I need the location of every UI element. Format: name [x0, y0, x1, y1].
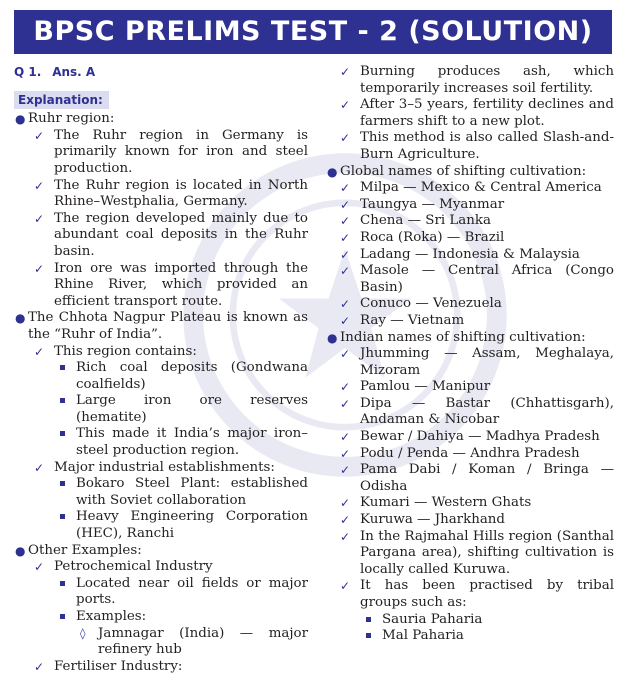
list-item: [14, 626, 308, 659]
list-item-text: Large iron ore reserves (hematite): [76, 393, 308, 425]
check-icon: ✓: [340, 529, 351, 544]
list-item-text: Located near oil fields or major ports.: [76, 575, 308, 608]
check-icon: ✓: [340, 131, 351, 146]
list-item: [14, 393, 308, 426]
check-icon: ✓: [340, 579, 351, 594]
page-title: BPSC PRELIMS TEST - 2 (SOLUTION): [33, 16, 593, 47]
check-icon: ✓: [340, 247, 351, 262]
list-item: [14, 559, 308, 576]
list-item: [326, 130, 614, 163]
list-item-text: Milpa — Mexico & Central America: [360, 180, 602, 196]
explanation-label: Explanation:: [14, 91, 109, 110]
page-header: [14, 10, 612, 54]
list-item-text: The region developed mainly due to abundant coal deposits in the Ruhr basin.: [54, 210, 308, 259]
list-item-text: Conuco — Venezuela: [360, 296, 502, 312]
list-item-text: Kuruwa — Jharkhand: [360, 512, 506, 528]
list-item: [326, 429, 614, 446]
check-icon: ✓: [340, 197, 351, 212]
list-item-text: Bewar / Dahiya — Madhya Pradesh: [360, 429, 600, 445]
list-item: [326, 313, 614, 330]
list-item-text: This made it India’s major iron–steel production region.: [76, 426, 308, 459]
list-item: [326, 230, 614, 247]
list-item: [14, 178, 308, 211]
list-item-text: Roca (Roka) — Brazil: [360, 229, 505, 245]
check-icon: ✓: [340, 463, 351, 478]
list-item: [326, 213, 614, 230]
list-item-text: Iron ore was imported through the Rhine River, which provided an efficient transport route.: [54, 260, 308, 309]
list-item-text: Fertiliser Industry:: [54, 658, 183, 674]
bullet-icon: ●: [15, 311, 26, 326]
list-item-text: Podu / Penda — Andhra Pradesh: [360, 445, 580, 461]
list-item: [14, 609, 308, 626]
bullet-icon: ●: [327, 164, 338, 179]
check-icon: ✓: [340, 380, 351, 395]
list-item: [14, 344, 308, 361]
check-icon: ✓: [340, 181, 351, 196]
list-item-text: This method is also called Slash-and-Burn Agriculture.: [360, 130, 614, 162]
square-bullet-icon: [60, 398, 65, 403]
list-item-text: Kumari — Western Ghats: [360, 495, 532, 511]
list-item: [14, 426, 308, 459]
check-icon: ✓: [340, 264, 351, 279]
list-item: [326, 578, 614, 611]
right-list: [326, 64, 614, 645]
list-item-text: Sauria Paharia: [382, 611, 483, 627]
bullet-icon: ●: [327, 330, 338, 345]
list-item: [326, 164, 614, 181]
list-item: [326, 263, 614, 296]
square-bullet-icon: [60, 481, 65, 486]
check-icon: ✓: [340, 230, 351, 245]
list-item: [326, 446, 614, 463]
check-icon: ✓: [34, 128, 45, 143]
list-item: [326, 529, 614, 579]
left-list: [14, 111, 308, 675]
list-item-text: It has been practised by tribal groups such as:: [360, 578, 614, 610]
list-item: [14, 360, 308, 393]
list-item-text: Ray — Vietnam: [360, 312, 465, 328]
list-item-text: Jhumming — Assam, Meghalaya, Mizoram: [360, 346, 614, 378]
list-item: [14, 211, 308, 261]
square-bullet-icon: [60, 581, 65, 586]
list-item-text: Global names of shifting cultivation:: [340, 163, 587, 179]
list-item: [14, 310, 308, 343]
check-icon: ✓: [340, 446, 351, 461]
check-icon: ✓: [340, 65, 351, 79]
list-item: [14, 111, 308, 128]
check-icon: ✓: [340, 513, 351, 528]
list-item: [326, 495, 614, 512]
left-column: [14, 64, 308, 675]
check-icon: ✓: [340, 430, 351, 445]
list-item-text: Masole — Central Africa (Congo Basin): [360, 263, 614, 295]
check-icon: ✓: [340, 98, 351, 113]
answer-label: Ans. A: [52, 65, 96, 79]
square-bullet-icon: [60, 365, 65, 370]
check-icon: ✓: [34, 178, 45, 193]
list-item: [326, 628, 614, 645]
list-item-text: This region contains:: [54, 343, 197, 359]
list-item: [14, 659, 308, 675]
list-item: [326, 97, 614, 130]
list-item: [326, 296, 614, 313]
list-item-text: Rich coal deposits (Gondwana coalfields): [76, 360, 308, 392]
check-icon: ✓: [34, 460, 45, 475]
list-item-text: Examples:: [76, 609, 147, 624]
list-item-text: After 3–5 years, fertility declines and farmers shift to a new plot.: [360, 97, 614, 129]
list-item-text: Mal Paharia: [382, 628, 464, 644]
list-item: [326, 512, 614, 529]
question-number: Q 1.: [14, 65, 42, 79]
list-item-text: Major industrial establishments:: [54, 459, 275, 475]
check-icon: ✓: [34, 659, 45, 674]
square-bullet-icon: [366, 617, 371, 622]
list-item-text: The Ruhr region in Germany is primarily known for iron and steel production.: [54, 127, 308, 176]
check-icon: ✓: [340, 396, 351, 411]
list-item-text: Other Examples:: [28, 542, 142, 558]
list-item: [14, 128, 308, 178]
check-icon: ✓: [34, 344, 45, 359]
list-item: [14, 543, 308, 560]
square-bullet-icon: [60, 431, 65, 436]
list-item-text: Burning produces ash, which temporarily increases soil fertility.: [360, 64, 614, 96]
check-icon: ✓: [34, 211, 45, 226]
check-icon: ✓: [340, 214, 351, 229]
list-item-text: Chena — Sri Lanka: [360, 213, 492, 229]
list-item-text: Indian names of shifting cultivation:: [340, 329, 586, 345]
question-line: [14, 64, 308, 81]
check-icon: ✓: [34, 560, 45, 575]
list-item-text: Taungya — Myanmar: [360, 196, 505, 212]
right-column: [326, 64, 614, 645]
square-bullet-icon: [366, 633, 371, 638]
list-item-text: The Ruhr region is located in North Rhine–Westphalia, Germany.: [54, 177, 308, 210]
list-item: [326, 346, 614, 379]
list-item-text: Bokaro Steel Plant: established with Soviet collaboration: [76, 476, 308, 508]
check-icon: ✓: [340, 313, 351, 328]
list-item: [326, 379, 614, 396]
list-item: [14, 576, 308, 609]
list-item-text: Pamlou — Manipur: [360, 379, 491, 395]
list-item-text: Heavy Engineering Corporation (HEC), Ranchi: [76, 509, 308, 542]
list-item-text: Dipa — Bastar (Chhattisgarh), Andaman & Nicobar: [360, 395, 614, 428]
list-item-text: Ladang — Indonesia & Malaysia: [360, 246, 580, 262]
bullet-icon: ●: [15, 112, 26, 127]
check-icon: ✓: [340, 297, 351, 312]
list-item: [326, 612, 614, 629]
list-item: [326, 462, 614, 495]
list-item: [326, 180, 614, 197]
check-icon: ✓: [34, 261, 45, 276]
diamond-bullet-icon: ◊: [80, 626, 86, 640]
list-item-text: Ruhr region:: [28, 111, 115, 127]
list-item-text: Petrochemical Industry: [54, 559, 213, 575]
list-item-text: Jamnagar (India) — major refinery hub: [98, 625, 308, 658]
bullet-icon: ●: [15, 543, 26, 558]
list-item-text: The Chhota Nagpur Plateau is known as the “Ruhr of India”.: [28, 310, 308, 342]
list-item: [14, 476, 308, 509]
list-item: [14, 509, 308, 542]
check-icon: ✓: [340, 347, 351, 362]
list-item: [326, 396, 614, 429]
check-icon: ✓: [340, 496, 351, 511]
list-item: [326, 197, 614, 214]
list-item: [14, 261, 308, 311]
list-item-text: In the Rajmahal Hills region (Santhal Pargana area), shifting cultivation is locally called Kuruwa.: [360, 528, 614, 577]
list-item: [326, 64, 614, 97]
list-item: [326, 247, 614, 264]
square-bullet-icon: [60, 514, 65, 519]
list-item-text: Pama Dabi / Koman / Bringa — Odisha: [360, 462, 614, 494]
list-item: [326, 330, 614, 347]
list-item: [14, 460, 308, 477]
